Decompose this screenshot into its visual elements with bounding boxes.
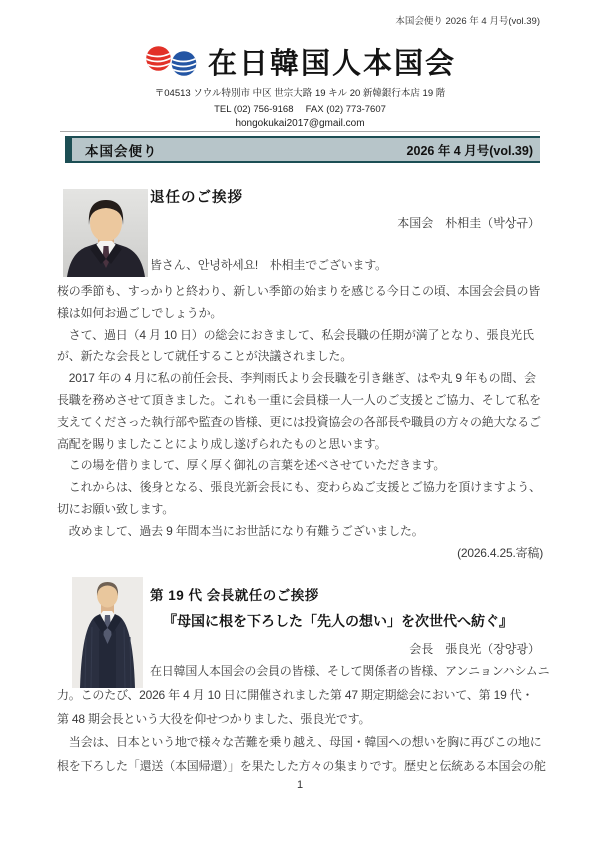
- inauguration-byline: 会長 張良光（장양광）: [409, 642, 540, 656]
- inauguration-heading: 第 19 代 会長就任のご挨拶: [150, 588, 319, 603]
- paragraph-line: 様は如何お過ごしでしょうか。: [57, 305, 223, 320]
- page-number: 1: [296, 779, 304, 791]
- paragraph-line: 支えてくださった執行部や監査の皆様、更には投資協会の各部長や職員の方々の絶大なるご: [57, 414, 541, 429]
- banner-issue: 2026 年 4 月号(vol.39): [406, 143, 533, 158]
- corner-note: 本国会便り 2026 年 4 月号(vol.39): [395, 16, 540, 27]
- email-address: hongokukai2017@gmail.com: [235, 117, 365, 129]
- org-logo-icon: [144, 45, 200, 78]
- outgoing-president-photo: [63, 189, 148, 277]
- issue-banner: [65, 136, 540, 163]
- paragraph-line: 第 48 期会長という大役を仰せつかりました、張良光です。: [57, 711, 371, 726]
- paragraph-line: 桜の季節も、すっかりと終わり、新しい季節の始まりを感じる今日この頃、本国会会員の皆: [57, 284, 541, 298]
- inauguration-body: [57, 684, 546, 778]
- paragraph-line: 当会は、日本という地で様々な苦難を乗り越え、母国・韓国への想いを胸に再びこの地に: [57, 735, 542, 749]
- masthead: [0, 40, 600, 129]
- inauguration-slogan: 『母国に根を下ろした「先人の想い」を次世代へ紡ぐ』: [163, 613, 513, 629]
- paragraph-line: 長職を務めさせて頂きました。これも一重に会員様一人一人のご支援とご協力、そして私を: [57, 392, 541, 407]
- paragraph-line: これからは、後身となる、張良光新会長にも、変わらぬご支援とご協力を頂けますよう、: [57, 480, 541, 495]
- paragraph-line: 根を下ろした「還送（本国帰還）」を果たした方々の集まりです。歴史と伝統ある本国会の舵: [57, 758, 546, 773]
- incoming-president-photo: [72, 577, 143, 688]
- paragraph-line: 切にお願い致します。: [57, 501, 175, 516]
- masthead-divider: [60, 131, 540, 132]
- banner-title: 本国会便り: [85, 143, 158, 159]
- retirement-byline: 本国会 朴相圭（박상규）: [397, 216, 540, 230]
- retirement-heading: 退任のご挨拶: [150, 190, 243, 206]
- brand-row: [0, 40, 600, 82]
- paragraph-line: が、新たな会長として就任することが決議されました。: [57, 349, 353, 364]
- paragraph-line: さて、過日（4 月 10 日）の総会におきまして、私会長職の任期が満了となり、張良光氏: [57, 327, 534, 342]
- org-name: 在日韓国人本国会: [207, 47, 456, 80]
- retirement-opening-line: 皆さん、안녕하세요! 朴相圭でございます。: [150, 258, 387, 272]
- paragraph-line: 2017 年の 4 月に私の前任会長、李判雨氏より会長職を引き継ぎ、はや丸 9 年もの間、会: [57, 371, 536, 386]
- paragraph-line: 力。このたび、2026 年 4 月 10 日に開催されました第 47 期定期総会において、第 19 代・: [57, 688, 534, 702]
- paragraph-line: この場を借りまして、厚く厚く御礼の言葉を述べさせていただきます。: [57, 458, 446, 473]
- telfax-line: TEL (02) 756-9168 FAX (02) 773-7607: [214, 104, 386, 115]
- retirement-closing-note: (2026.4.25.寄稿): [457, 545, 543, 560]
- paragraph-line: 改めまして、過去 9 年間本当にお世話になり有難うございました。: [57, 523, 424, 538]
- address-line: 〒04513 ソウル特別市 中区 世宗大路 19 キル 20 新韓銀行本店 19 階: [154, 87, 446, 99]
- retirement-body: [57, 281, 543, 564]
- inauguration-opening-line: 在日韓国人本国会の会員の皆様、そして関係者の皆様、アンニョンハシムニ: [150, 664, 550, 678]
- paragraph-line: 高配を賜りましたことにより成し遂げられたものと思います。: [57, 436, 387, 451]
